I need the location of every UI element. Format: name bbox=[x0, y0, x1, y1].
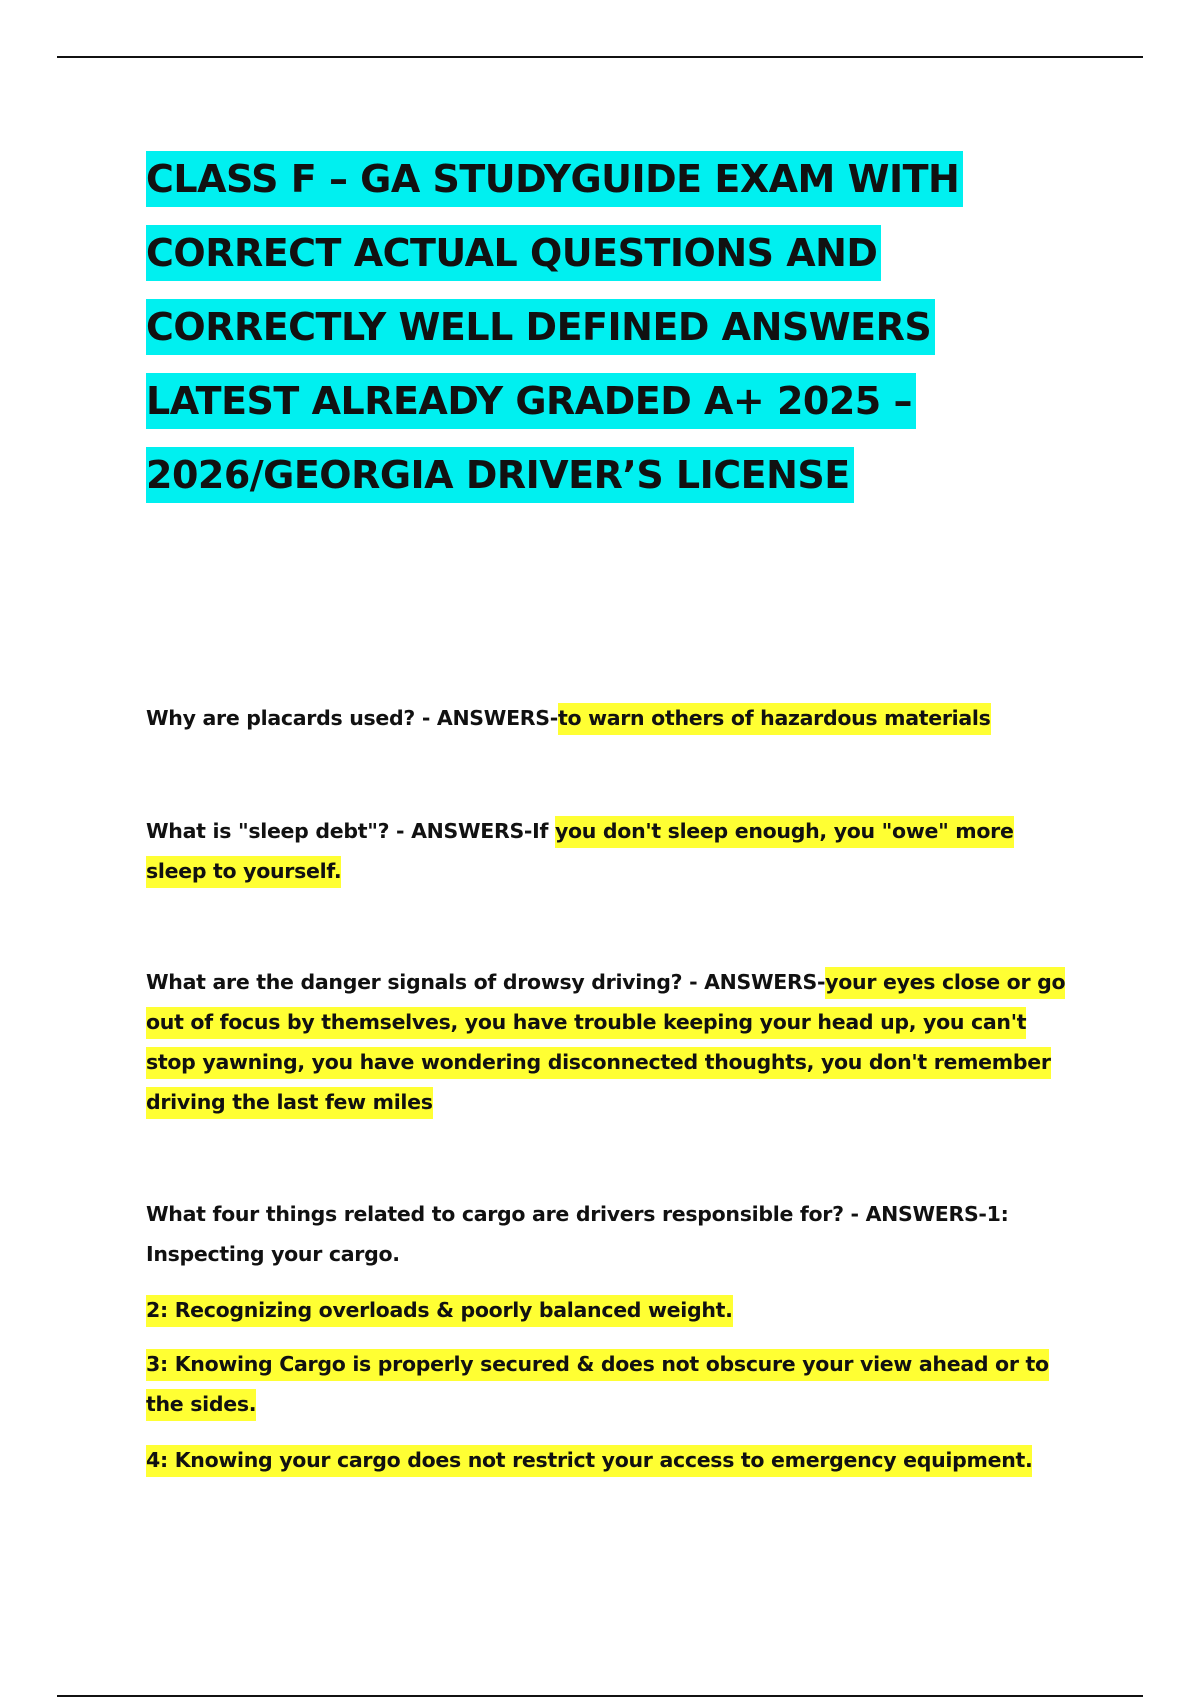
title-text: CLASS F – GA STUDYGUIDE EXAM WITH CORRECT ACTUAL QUESTIONS AND CORRECTLY WELL DEFINED ANSWERS LATEST ALREADY GRADED A+ 2025 – 2026/GEORGIA DRIVER’S LICENSE bbox=[146, 151, 963, 503]
qa-item-1 bbox=[146, 698, 1066, 738]
answer-text: 4: Knowing your cargo does not restrict your access to emergency equipment. bbox=[146, 1445, 1032, 1477]
answer-text: to warn others of hazardous materials bbox=[558, 703, 991, 735]
question-text: What is "sleep debt"? - ANSWERS- bbox=[146, 819, 533, 843]
answer-text: your eyes close or go out of focus by themselves, you have trouble keeping your head up, you can't stop yawning, you have wondering disconnected thoughts, you don't remember driving the last few miles bbox=[146, 967, 1065, 1119]
qa-item-4-answer-2 bbox=[146, 1290, 1066, 1330]
answer-lead: 1: Inspecting your cargo. bbox=[146, 1202, 1009, 1266]
qa-item-4-answer-3 bbox=[146, 1344, 1066, 1424]
answer-text: you don't sleep enough, you "owe" more sleep to yourself. bbox=[146, 816, 1014, 888]
qa-item-4 bbox=[146, 1194, 1066, 1274]
qa-item-4-answer-4 bbox=[146, 1440, 1066, 1480]
answer-text: 3: Knowing Cargo is properly secured & does not obscure your view ahead or to the sides. bbox=[146, 1349, 1049, 1421]
qa-item-2 bbox=[146, 811, 1066, 891]
answer-text: 2: Recognizing overloads & poorly balanced weight. bbox=[146, 1295, 733, 1327]
document-title bbox=[146, 142, 1086, 512]
top-rule bbox=[57, 56, 1143, 58]
qa-item-3 bbox=[146, 962, 1066, 1122]
question-text: What are the danger signals of drowsy driving? - ANSWERS- bbox=[146, 970, 826, 994]
bottom-rule bbox=[57, 1695, 1143, 1697]
question-text: What four things related to cargo are drivers responsible for? - ANSWERS- bbox=[146, 1202, 987, 1226]
answer-lead: If bbox=[532, 819, 555, 843]
question-text: Why are placards used? - ANSWERS- bbox=[146, 706, 558, 730]
